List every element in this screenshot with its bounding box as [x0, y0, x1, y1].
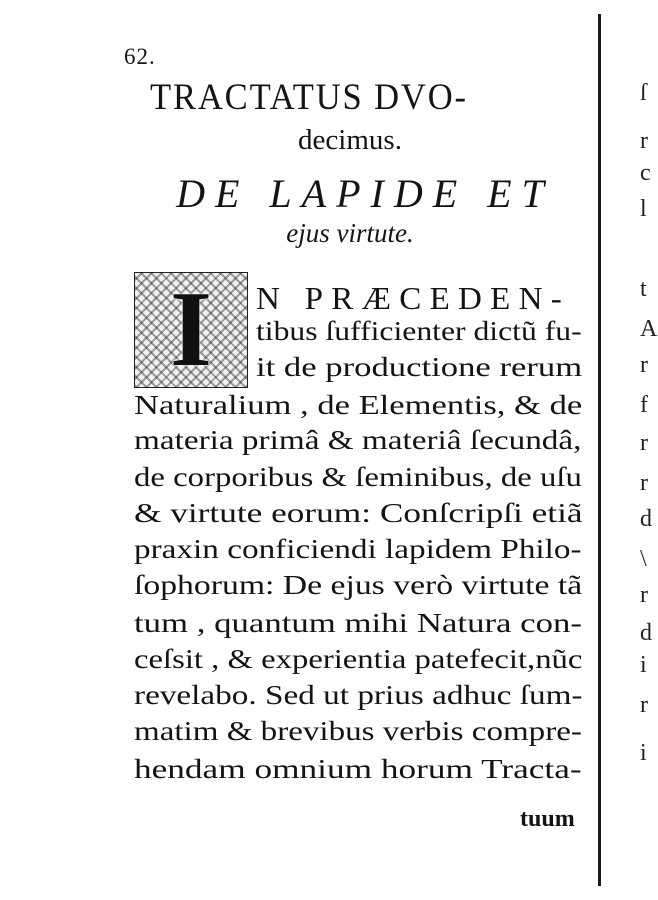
- body-line: ſophorum: De ejus verò virtute tã: [134, 570, 583, 600]
- ornamental-drop-cap: [134, 272, 248, 388]
- page-gutter-line: [598, 14, 601, 886]
- margin-char: d: [640, 506, 652, 532]
- margin-char: \: [640, 546, 647, 572]
- body-line: hendam omnium horum Tracta-: [134, 754, 582, 784]
- margin-char: i: [640, 652, 647, 678]
- margin-char: r: [640, 352, 648, 378]
- body-line: revelabo. Sed ut prius adhuc ſum-: [134, 680, 583, 710]
- margin-char: l: [640, 196, 647, 222]
- margin-char: r: [640, 582, 648, 608]
- body-line: Naturalium , de Elementis, & de: [134, 390, 583, 420]
- margin-char: c: [640, 160, 651, 186]
- body-line: tum , quantum mihi Natura con-: [134, 608, 582, 638]
- margin-char: r: [640, 470, 648, 496]
- margin-char: r: [640, 430, 648, 456]
- body-line: tibus ſufficienter dictũ fu-: [256, 316, 582, 346]
- body-line: de corporibus & ſeminibus, de uſu: [134, 462, 582, 492]
- margin-char: r: [640, 128, 648, 154]
- margin-char: r: [640, 692, 648, 718]
- catchword: tuum: [520, 806, 575, 832]
- body-first-line: N PRÆCEDEN-: [256, 280, 571, 316]
- drop-cap-letter: I: [169, 270, 213, 389]
- heading-line-1: TRACTATUS DVO-: [150, 77, 468, 118]
- body-line: materia primâ & materiâ ſecundâ,: [134, 425, 582, 455]
- page-number: 62.: [124, 44, 156, 69]
- margin-char: A: [640, 316, 658, 342]
- margin-char: t: [640, 276, 647, 302]
- subheading-line-2: ejus virtute.: [286, 218, 414, 248]
- body-line: matim & brevibus verbis compre-: [134, 716, 582, 746]
- margin-char: ſ: [640, 80, 647, 106]
- body-line: & virtute eorum: Conſcripſi etiã: [134, 498, 583, 528]
- subheading-line-1: DE LAPIDE ET: [176, 171, 554, 216]
- body-line: it de productione rerum: [256, 352, 583, 382]
- margin-char: d: [640, 620, 652, 646]
- heading-line-2: decimus.: [298, 124, 402, 156]
- body-line: ceſsit , & experientia patefecit,nũc: [134, 644, 583, 674]
- margin-char: f: [640, 392, 648, 418]
- body-line: praxin conficiendi lapidem Philo-: [134, 534, 582, 564]
- margin-char: i: [640, 740, 647, 766]
